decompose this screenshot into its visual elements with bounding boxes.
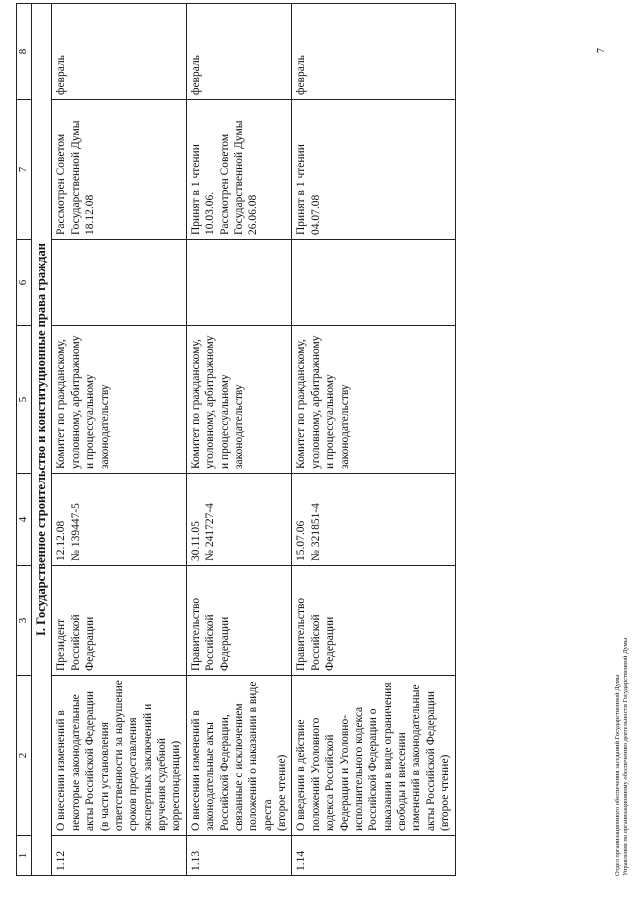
planned-month: февраль: [52, 4, 186, 100]
table-row: [52, 4, 186, 876]
rotated-content: [12, 4, 632, 876]
bill-status: Принят в 1 чтении 04.07.08: [292, 100, 455, 240]
footer-dept-line: Управления по организационному обеспечению деятельности Государственной Думы: [622, 637, 629, 876]
bill-status: Принят в 1 чтении 10.03.06. Рассмотрен Советом Государственной Думы 26.06.08: [186, 100, 292, 240]
bill-title: О введении в действие положений Уголовного кодекса Российской Федерации и Уголовно-исполнительного кодекса Российской Федерации о наказании в виде ограничения свободы и внесении изменений в законодательные акты Российской Федерации (второе чтение): [292, 676, 455, 836]
responsible-committee: Комитет по гражданскому, уголовному, арбитражному и процессуальному законодательству: [186, 326, 292, 474]
bill-title: О внесении изменений в некоторые законодательные акты Российской Федерации (в части установления ответственности за нарушение сроков предоставления экспертных заключений и вручения судебной корреспонденции): [52, 676, 186, 836]
col-header-7: 7: [17, 100, 32, 240]
section-row: [31, 4, 52, 876]
col-header-3: 3: [17, 566, 32, 676]
col-header-8: 8: [17, 4, 32, 100]
bills-table: [16, 3, 456, 876]
planned-month: февраль: [186, 4, 292, 100]
col-header-5: 5: [17, 326, 32, 474]
bill-registration: 15.07.06 № 321851-4: [292, 474, 455, 566]
row-number: 1.14: [292, 836, 455, 876]
planned-month: февраль: [292, 4, 455, 100]
col-header-6: 6: [17, 240, 32, 326]
col6-cell: [292, 240, 455, 326]
col-header-2: 2: [17, 676, 32, 836]
page-number: 7: [596, 48, 607, 53]
col6-cell: [52, 240, 186, 326]
col6-cell: [186, 240, 292, 326]
bill-initiator: Правительство Российской Федерации: [186, 566, 292, 676]
bill-initiator: Правительство Российской Федерации: [292, 566, 455, 676]
bill-registration: 12.12.08 № 139447-5: [52, 474, 186, 566]
col-header-4: 4: [17, 474, 32, 566]
col-header-1: 1: [17, 836, 32, 876]
responsible-committee: Комитет по гражданскому, уголовному, арбитражному и процессуальному законодательству: [52, 326, 186, 474]
row-number: 1.12: [52, 836, 186, 876]
bill-registration: 30.11.05 № 241727-4: [186, 474, 292, 566]
section-title: I. Государственное строительство и конституционные права граждан: [31, 4, 52, 876]
table-row: [186, 4, 292, 876]
row-number: 1.13: [186, 836, 292, 876]
column-number-row: [17, 4, 32, 876]
footer-org-line: Отдел организационного обеспечения заседаний Государственной Думы: [614, 674, 621, 876]
responsible-committee: Комитет по гражданскому, уголовному, арбитражному и процессуальному законодательству: [292, 326, 455, 474]
bill-title: О внесении изменений в законодательные акты Российской Федерации, связанные с исключением положений о наказании в виде ареста (второе чтение): [186, 676, 292, 836]
bill-initiator: Президент Российской Федерации: [52, 566, 186, 676]
bill-status: Рассмотрен Советом Государственной Думы 18.12.08: [52, 100, 186, 240]
table-row: [292, 4, 455, 876]
